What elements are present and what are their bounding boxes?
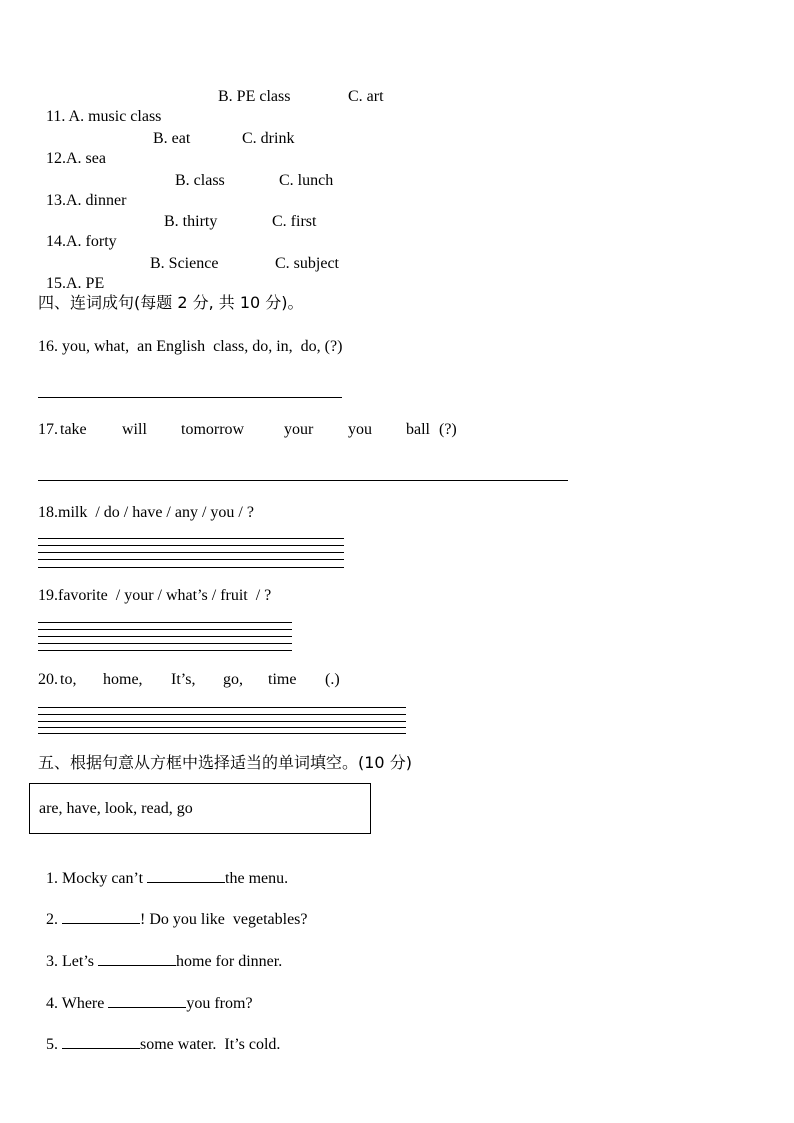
option-b: B. thirty [164, 213, 218, 230]
word-bank: are, have, look, read, go [39, 800, 193, 817]
answer-line [38, 567, 344, 568]
item-prefix: 5. [46, 1036, 62, 1053]
answer-line [38, 643, 292, 644]
answer-line [38, 545, 344, 546]
question-19: 19.favorite / your / what’s / fruit / ? [38, 587, 272, 604]
word: ball [406, 421, 430, 438]
answer-blank[interactable] [108, 993, 186, 1008]
option-c: C. first [272, 213, 317, 230]
word: go, [223, 671, 243, 688]
word: It’s, [171, 671, 196, 688]
section-5-title: 五、根据句意从方框中选择适当的单词填空。(10 分) [38, 753, 412, 772]
question-number: 11. [46, 108, 69, 125]
word: take [60, 421, 87, 438]
option-c: C. lunch [279, 172, 334, 189]
question-17 [38, 420, 478, 440]
question-number: 15. [46, 275, 66, 292]
word: will [122, 421, 147, 438]
answer-line [38, 721, 406, 722]
answer-line [38, 650, 292, 651]
answer-blank[interactable] [98, 951, 176, 966]
answer-line [38, 397, 342, 398]
item-prefix: 3. Let’s [46, 953, 98, 970]
item-prefix: 1. Mocky can’t [46, 870, 148, 887]
answer-line [38, 629, 292, 630]
answer-line [38, 727, 406, 728]
answer-blank[interactable] [147, 868, 225, 883]
option-b: B. eat [153, 130, 191, 147]
question-18: 18.milk / do / have / any / you / ? [38, 504, 254, 521]
question-number: 13. [46, 192, 66, 209]
item-suffix: the menu. [225, 870, 289, 887]
answer-line [38, 707, 406, 708]
answer-line [38, 559, 344, 560]
item-prefix: 4. Where [46, 995, 109, 1012]
question-16: 16. you, what, an English class, do, in, do, (?) [38, 338, 343, 355]
word: tomorrow [181, 421, 245, 438]
word: your [284, 421, 314, 438]
fill-item-1 [38, 848, 288, 889]
word: (?) [439, 421, 457, 438]
word-bank-box [29, 783, 371, 834]
answer-line [38, 480, 568, 481]
item-suffix: some water. It’s cold. [140, 1036, 281, 1053]
option-a: A. sea [66, 150, 106, 167]
item-suffix: you from? [186, 995, 253, 1012]
fill-item-5 [38, 1014, 280, 1055]
word: to, [60, 671, 77, 688]
answer-blank[interactable] [62, 1034, 140, 1049]
option-a: A. dinner [66, 192, 127, 209]
option-a: A. forty [66, 233, 117, 250]
fill-item-3 [38, 931, 282, 972]
option-c: C. subject [275, 255, 339, 272]
answer-line [38, 733, 406, 734]
question-number: 14. [46, 233, 66, 250]
section-4-title: 四、连词成句(每题 2 分, 共 10 分)。 [38, 293, 304, 312]
option-a: A. music class [68, 108, 162, 125]
word: (.) [325, 671, 340, 688]
fill-item-2 [38, 889, 308, 930]
question-number: 20. [38, 671, 58, 688]
option-b: B. PE class [218, 88, 291, 105]
answer-line [38, 714, 406, 715]
option-b: B. class [175, 172, 225, 189]
option-b: B. Science [150, 255, 219, 272]
fill-item-4 [38, 973, 253, 1014]
option-a: A. PE [66, 275, 105, 292]
item-prefix: 2. [46, 911, 62, 928]
word: home, [103, 671, 143, 688]
word: time [268, 671, 297, 688]
question-20 [38, 670, 378, 690]
item-suffix: home for dinner. [176, 953, 283, 970]
answer-line [38, 636, 292, 637]
option-c: C. art [348, 88, 384, 105]
answer-line [38, 552, 344, 553]
answer-line [38, 622, 292, 623]
question-number: 17. [38, 421, 58, 438]
answer-line [38, 538, 344, 539]
option-c: C. drink [242, 130, 295, 147]
item-suffix: ! Do you like vegetables? [140, 911, 308, 928]
answer-blank[interactable] [62, 909, 140, 924]
word: you [348, 421, 372, 438]
question-number: 12. [46, 150, 66, 167]
